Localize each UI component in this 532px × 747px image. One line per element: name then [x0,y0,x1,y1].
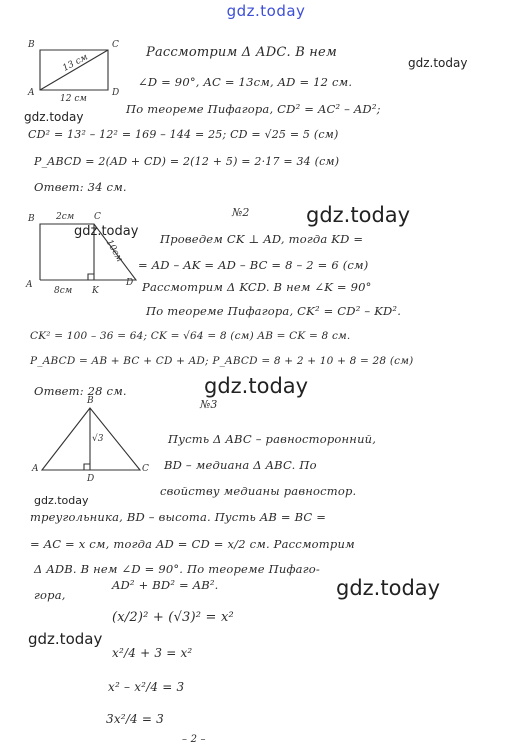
site-header[interactable]: gdz.today [226,2,306,20]
p1-diagonal-label: 13 см [61,52,90,74]
p3-line-2: BD – медиана Δ ABC. По [164,458,317,472]
p3-line-5: = AC = x см, тогда AD = CD = x/2 см. Рассмотрим [30,537,355,551]
watermark: gdz.today [204,374,309,398]
watermark: gdz.today [24,110,84,124]
p3-vertex-b: B [87,396,94,406]
p2-answer: Ответ: 28 см. [34,384,127,398]
problem3-number: №3 [200,398,218,411]
p1-line-4: CD² = 13² – 12² = 169 – 144 = 25; CD = √25 = 5 (см) [28,128,339,141]
problem1-rectangle-figure [36,46,116,98]
watermark: gdz.today [336,576,441,600]
p1-vertex-c: C [112,40,119,50]
p1-vertex-b: B [28,40,35,50]
p2-line-6: P_ABCD = AB + BC + CD + AD; P_ABCD = 8 + 2 + 10 + 8 = 28 (см) [30,355,414,367]
watermark: gdz.today [306,203,411,227]
p2-side-label: 10см [103,238,125,264]
p2-vertex-c: C [94,212,101,222]
p1-line-1: Рассмотрим Δ АDС. В нем [146,45,337,60]
p1-bottom-label: 12 см [60,94,87,104]
watermark: gdz.today [34,494,89,507]
p2-vertex-b: B [28,214,35,224]
problem3-triangle-figure [36,404,146,478]
p3-equation-5: 3x²/4 = 3 [106,712,165,726]
p2-vertex-d: D [126,278,134,288]
watermark: gdz.today [74,224,139,239]
p2-vertex-k: K [92,286,99,296]
p1-line-3: По теореме Пифагора, CD² = AC² – AD²; [126,102,381,116]
p3-line-6: Δ ADB. В нем ∠D = 90°. По теореме Пифаго- [34,562,320,576]
p2-line-3: Рассмотрим Δ KCD. В нем ∠K = 90° [142,280,372,294]
watermark: gdz.today [28,630,103,648]
p3-vertex-a: A [32,464,39,474]
p2-bottom-label: 8см [54,286,73,296]
p1-vertex-d: D [112,88,120,98]
p1-vertex-a: A [28,88,35,98]
p3-height-label: √3 [92,434,104,444]
p2-top-label: 2см [56,212,75,222]
p3-vertex-d: D [87,474,95,484]
p2-line-2: = AD – AK = AD – BC = 8 – 2 = 6 (см) [138,258,369,272]
p3-equation-1: AD² + BD² = AB². [112,578,219,592]
p3-line-3: свойству медианы равностор. [160,484,357,498]
p2-vertex-a: A [26,280,33,290]
p3-equation-4: x² – x²/4 = 3 [108,680,185,694]
p2-line-4: По теореме Пифагора, CK² = CD² – KD². [146,304,402,318]
p3-line-1: Пусть Δ ABC – равносторонний, [168,432,377,446]
p3-line-4: треугольника, BD – высота. Пусть AB = BC = [30,510,327,524]
p1-answer: Ответ: 34 см. [34,180,127,194]
p2-line-5: CK² = 100 – 36 = 64; CK = √64 = 8 (см) AB = CK = 8 см. [30,330,351,342]
page-number: – 2 – [182,734,206,745]
p3-line-7: гора, [34,588,66,602]
p3-equation-2: (x/2)² + (√3)² = x² [112,610,234,625]
p1-line-5: P_ABCD = 2(AD + CD) = 2(12 + 5) = 2·17 = 34 (см) [34,155,340,168]
p3-equation-3: x²/4 + 3 = x² [112,646,193,660]
p3-vertex-c: C [142,464,149,474]
p1-line-2: ∠D = 90°, AC = 13см, AD = 12 см. [138,75,353,89]
problem2-number: №2 [232,206,250,219]
watermark: gdz.today [408,56,468,70]
p2-line-1: Проведем CK ⊥ AD, тогда KD = [160,232,364,246]
